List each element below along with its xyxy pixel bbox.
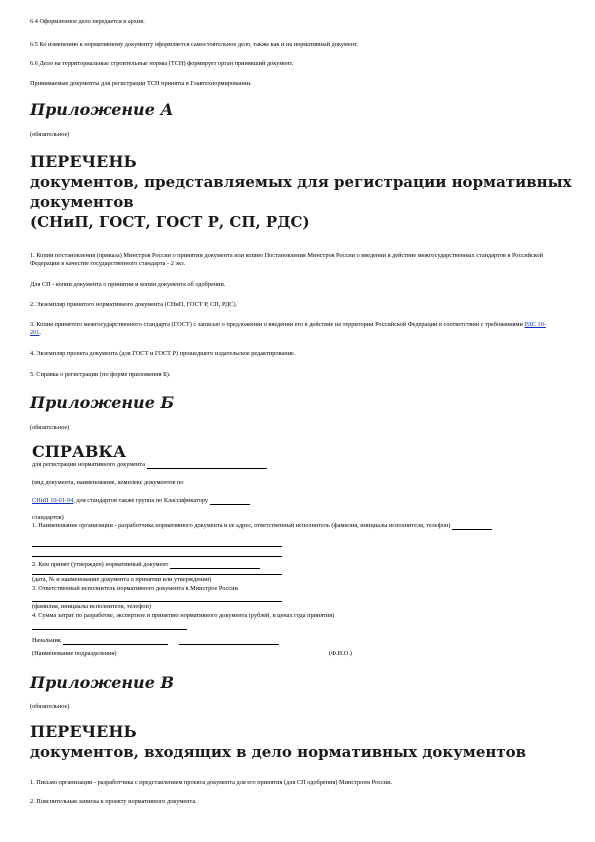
list-item: 5. Справка о регистрации (по форме приложения Б). (30, 371, 171, 378)
blank-line[interactable] (32, 546, 282, 547)
paragraph-6-5: 6.5 Ко изменению к нормативному документу оформляется самостоятельное дело, также как и на нормативный документ. (30, 41, 358, 48)
form-line-registration (32, 461, 267, 469)
blank-field[interactable] (452, 523, 492, 530)
appendix-a-heading (30, 152, 572, 232)
appendix-a-title: Приложение А (30, 100, 174, 119)
form-item-3: 3. Ответственный исполнитель нормативного документа в Минстрое России (32, 585, 238, 592)
blank-field[interactable] (63, 638, 168, 645)
rds-10-201-link[interactable]: РДС 10-201 (30, 321, 546, 337)
blank-line[interactable] (32, 629, 187, 630)
blank-field[interactable] (210, 498, 250, 505)
form-note-executor: (фамилия, инициалы исполнителя, телефон) (32, 603, 152, 610)
heading-line: ПЕРЕЧЕНЬ (30, 722, 137, 741)
list-item: 4. Экземпляр проекта документа (для ГОСТ и ГОСТ Р) прошедшего издательское редактирование. (30, 350, 296, 357)
form-note-standards: стандартов) (32, 514, 64, 521)
blank-field[interactable] (179, 638, 279, 645)
chief-signature-line (32, 637, 279, 645)
list-item: 2. Экземпляр принятого нормативного документа (СНиП, ГОСТ Р, СП, РДС). (30, 301, 238, 308)
form-note-acceptance: (дата, № и наименование документа о принятии или утверждении) (32, 576, 212, 583)
list-item: 2. Пояснительная записка к проекту нормативного документа. (30, 798, 197, 805)
form-line-snip (32, 497, 250, 505)
paragraph-6-6: 6.6 Дело на территориальные строительные нормы (ТСН) формирует орган принявший документ. (30, 60, 294, 67)
list-item: 1. Письмо организации - разработчика с представлением проекта документа для его принятия (для СП одобрения) Минстроем России. (30, 779, 393, 786)
appendix-b-title: Приложение Б (30, 393, 175, 412)
appendix-b-mandatory: (обязательное) (30, 424, 70, 431)
appendix-v-title: Приложение В (30, 673, 174, 692)
list-item: Для СП - копии документа о принятии и копии документа об одобрении. (30, 281, 226, 288)
blank-field[interactable] (147, 462, 267, 469)
appendix-v-mandatory: (обязательное) (30, 703, 70, 710)
form-item-2 (32, 561, 260, 569)
chief-label: Начальник (32, 637, 61, 644)
heading-line: ПЕРЕЧЕНЬ (30, 152, 137, 171)
form-note-kind: (вид документа, наименование, комплекс документов по (32, 479, 184, 486)
paragraph-6-4: 6.4 Оформленное дело передается в архив. (30, 18, 145, 25)
list-item: 1. Копии постановления (приказа) Минстроя России о принятии документа или копию Постановления Минстроя России о введении в действие межгосударственных стандартов в Российской Федерации в качестве государственного стандарта - 2 экз. (30, 252, 543, 268)
fio-caption: (Ф.И.О.) (329, 650, 352, 657)
blank-line[interactable] (32, 601, 282, 602)
form-note-group: , для стандартов также группа по Классификатору (73, 497, 209, 504)
spravka-heading: СПРАВКА (32, 442, 127, 461)
appendix-a-mandatory: (обязательное) (30, 131, 70, 138)
snip-10-01-94-link[interactable]: СНиП 10-01-94 (32, 497, 74, 504)
heading-line: документов, представляемых для регистрации нормативных (30, 173, 572, 191)
form-label: 1. Наименование организации - разработчика нормативного документа и ее адрес, ответственный исполнитель (фамилия, инициалы исполнителя, телефон) (32, 522, 451, 529)
heading-line: документов (30, 193, 134, 211)
form-item-1 (32, 522, 552, 530)
heading-line: (СНиП, ГОСТ, ГОСТ Р, СП, РДС) (30, 213, 310, 231)
list-item (30, 321, 550, 338)
form-label: 2. Кем принят (утвержден) нормативный документ (32, 561, 169, 568)
form-item-4: 4. Сумма затрат по разработке, экспертизе и принятию нормативного документа (рублей, в ценах года принятия) (32, 612, 335, 619)
blank-line[interactable] (32, 556, 282, 557)
heading-line: документов, входящих в дело нормативных документов (30, 743, 527, 761)
form-label: для регистрации нормативного документа (32, 461, 146, 468)
blank-line[interactable] (32, 574, 282, 575)
appendix-v-heading (30, 722, 526, 762)
department-caption: (Наименование подразделения) (32, 650, 117, 657)
blank-field[interactable] (170, 562, 260, 569)
list-item-text: 3. Копия принятого межгосударственного стандарта (ГОСТ) с записью о предложении о введении его в действие на территории Российской Федерации в соответствии с требованиями (30, 321, 523, 328)
paragraph-tsn: Принимаемые документы для регистрации ТСН приняты в Главтехнормировании. (30, 80, 252, 87)
list-item-end: . (39, 329, 42, 337)
